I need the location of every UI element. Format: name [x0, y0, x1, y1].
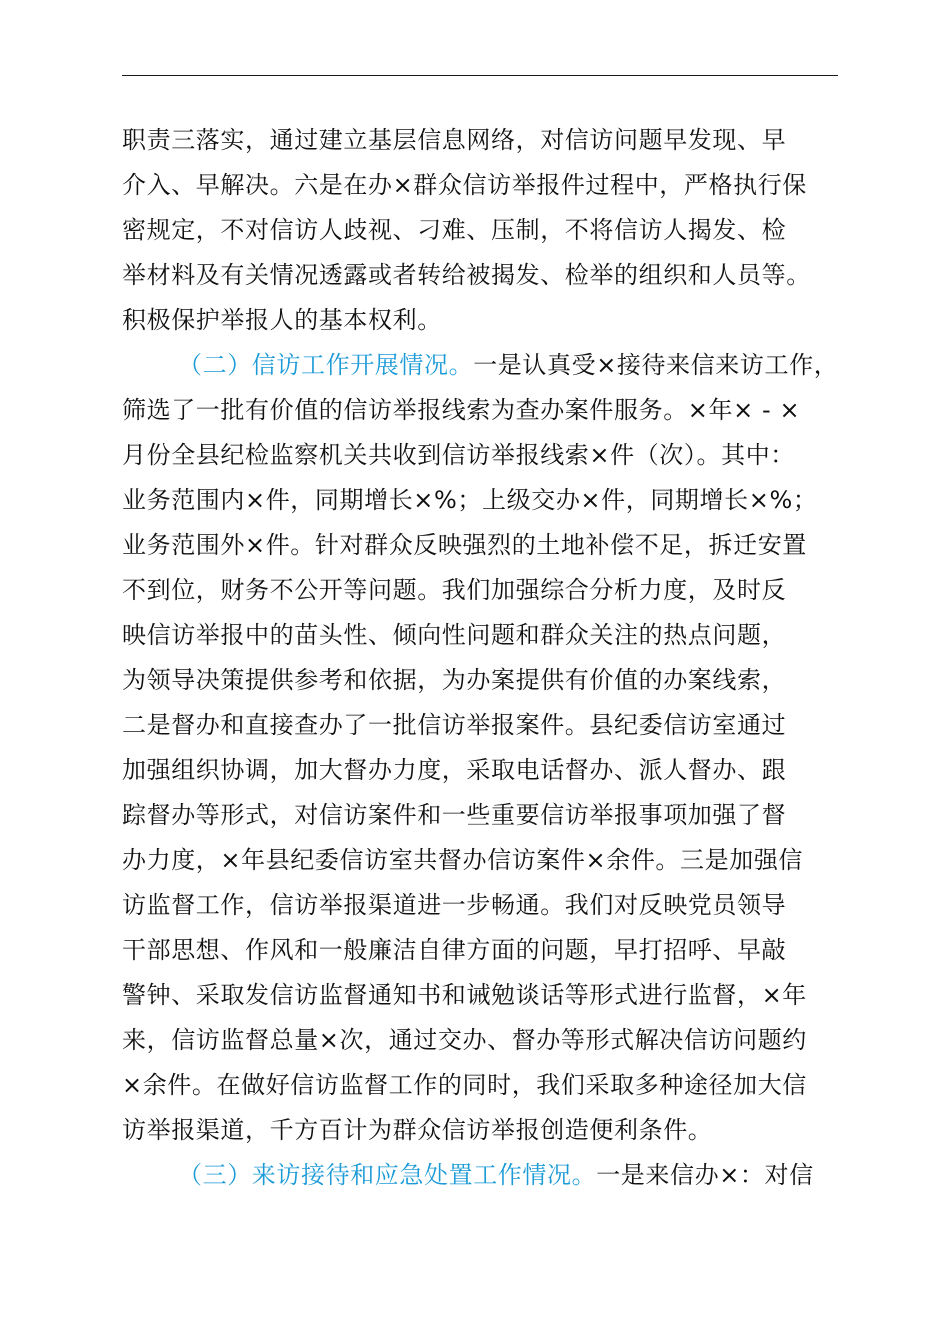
paragraph-line: 警钟、采取发信访监督通知书和诫勉谈话等形式进行监督，×年	[122, 981, 807, 1009]
paragraph-line: 踪督办等形式，对信访案件和一些重要信访举报事项加强了督	[122, 801, 787, 829]
paragraph-line: ×余件。在做好信访监督工作的同时，我们采取多种途径加大信	[122, 1071, 807, 1099]
section-3-first-line-text: 一是来信办×：对信	[596, 1161, 814, 1189]
paragraph-line: 映信访举报中的苗头性、倾向性问题和群众关注的热点问题，	[122, 621, 787, 649]
paragraph-line: 访举报渠道，千方百计为群众信访举报创造便利条件。	[122, 1116, 713, 1144]
paragraph-line: 干部思想、作风和一般廉洁自律方面的问题，早打招呼、早敲	[122, 936, 787, 964]
paragraph-line: 积极保护举报人的基本权利。	[122, 306, 442, 334]
paragraph-line: 来，信访监督总量×次，通过交办、督办等形式解决信访问题约	[122, 1026, 807, 1054]
paragraph-line: 职责三落实，通过建立基层信息网络，对信访问题早发现、早	[122, 126, 787, 154]
paragraph-line: 加强组织协调，加大督办力度，采取电话督办、派人督办、跟	[122, 756, 787, 784]
paragraph-line: 业务范围内×件，同期增长×%；上级交办×件，同期增长×%；	[122, 486, 818, 514]
paragraph-line: 访监督工作，信访举报渠道进一步畅通。我们对反映党员领导	[122, 891, 787, 919]
paragraph-line: 业务范围外×件。针对群众反映强烈的土地补偿不足，拆迁安置	[122, 531, 807, 559]
section-3-heading: （三）来访接待和应急处置工作情况。	[178, 1161, 597, 1189]
paragraph-line: 密规定，不对信访人歧视、刁难、压制，不将信访人揭发、检	[122, 216, 787, 244]
document-body	[122, 118, 852, 1198]
section-3-first-line	[122, 1153, 852, 1198]
paragraph-line: 月份全县纪检监察机关共收到信访举报线索×件（次）。其中：	[122, 441, 795, 469]
paragraph-line: 不到位，财务不公开等问题。我们加强综合分析力度，及时反	[122, 576, 787, 604]
paragraph-line: 办力度，×年县纪委信访室共督办信访案件×余件。三是加强信	[122, 846, 804, 874]
paragraph-line: 介入、早解决。六是在办×群众信访举报件过程中，严格执行保	[122, 171, 807, 199]
paragraph-line: 二是督办和直接查办了一批信访举报案件。县纪委信访室通过	[122, 711, 787, 739]
header-rule	[122, 75, 838, 76]
paragraph-line: 举材料及有关情况透露或者转给被揭发、检举的组织和人员等。	[122, 261, 811, 289]
paragraph-line: 筛选了一批有价值的信访举报线索为查办案件服务。×年× - ×	[122, 396, 801, 424]
section-2-first-line-text: 一是认真受×接待来信来访工作，	[473, 351, 839, 379]
section-2-first-line	[122, 343, 852, 388]
paragraph-line: 为领导决策提供参考和依据，为办案提供有价值的办案线索，	[122, 666, 787, 694]
section-2-heading: （二）信访工作开展情况。	[178, 351, 474, 379]
